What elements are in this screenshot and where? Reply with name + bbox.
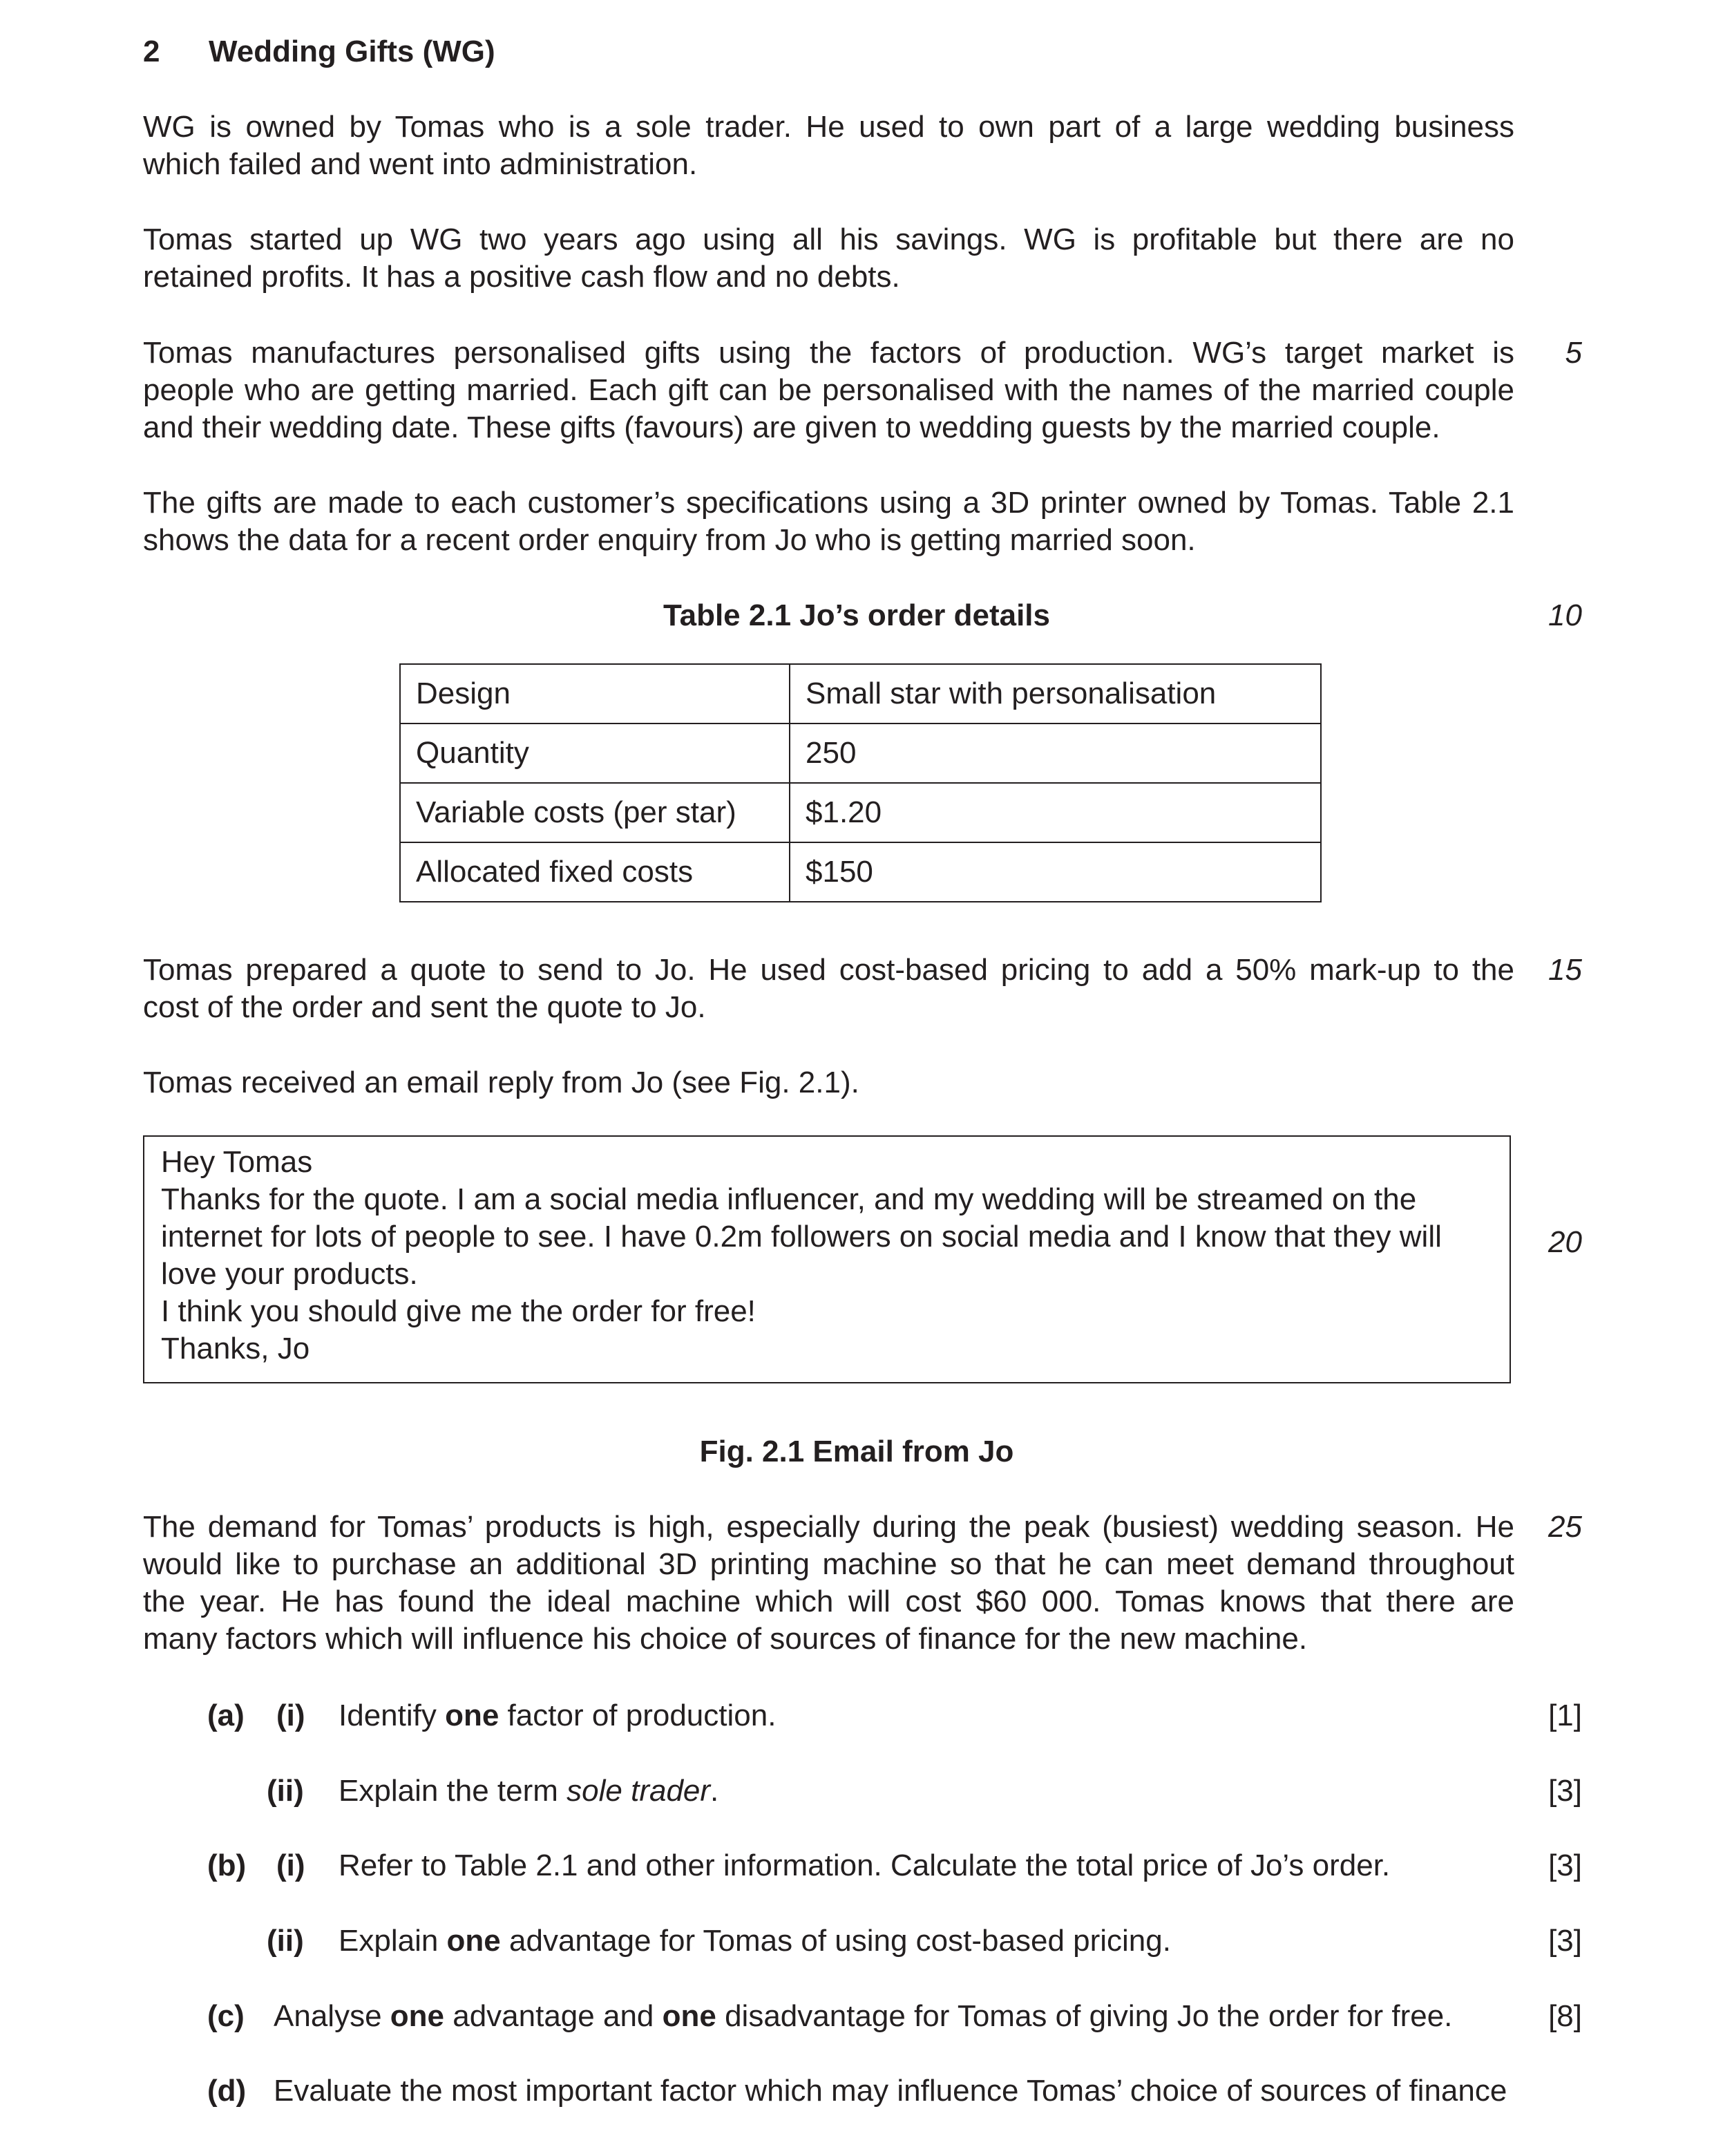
question-emphasis: one (445, 1699, 499, 1732)
question-text: Explain (339, 1924, 447, 1958)
email-box (143, 1135, 1511, 1383)
table-row (400, 842, 1321, 902)
paragraph-5 (143, 952, 1514, 1026)
question-label-d: (d) (207, 2074, 247, 2108)
text-line: cost of the order and sent the quote to Jo. (143, 990, 706, 1024)
text-line: Tomas prepared a quote to send to Jo. He used cost-based pricing to add a 50% mark-up to the (143, 953, 1514, 987)
email-line: Thanks, Jo (161, 1332, 310, 1365)
question-text: Explain the term (339, 1774, 567, 1808)
text-line: retained profits. It has a positive cash flow and no debts. (143, 260, 900, 294)
text-line: many factors which will influence his choice of sources of finance for the new machine. (143, 1622, 1308, 1656)
figure-caption: Fig. 2.1 Email from Jo (699, 1435, 1014, 1468)
table-cell: $1.20 (790, 783, 1321, 842)
question-b-ii-text (339, 1922, 1171, 1960)
question-text: advantage for Tomas of using cost-based pricing. (500, 1924, 1171, 1958)
question-d-text: Evaluate the most important factor which may influence Tomas’ choice of sources of finance (274, 2074, 1507, 2108)
question-text: Analyse (274, 1999, 390, 2033)
line-number: 15 (1548, 953, 1582, 987)
table-cell: Quantity (400, 724, 790, 783)
question-label-a-i: (i) (276, 1699, 305, 1732)
question-term: sole trader (566, 1774, 711, 1808)
question-text: . (710, 1774, 719, 1808)
table-cell: Small star with personalisation (790, 664, 1321, 724)
question-text: advantage and (444, 1999, 663, 2033)
line-number: 25 (1548, 1510, 1582, 1544)
paragraph-3 (143, 334, 1514, 446)
question-c-text (274, 1998, 1452, 2035)
table-cell: Design (400, 664, 790, 724)
marks-a-i: [1] (1548, 1699, 1582, 1732)
paragraph-1 (143, 108, 1514, 183)
email-line: love your products. (161, 1257, 418, 1291)
text-line: and their wedding date. These gifts (favours) are given to wedding guests by the married couple. (143, 410, 1440, 444)
question-b-i-text: Refer to Table 2.1 and other information. Calculate the total price of Jo’s order. (339, 1848, 1391, 1882)
question-a-ii-text (339, 1772, 718, 1810)
paragraph-2 (143, 221, 1514, 296)
text-line: Tomas received an email reply from Jo (see Fig. 2.1). (143, 1066, 859, 1099)
order-details-table (399, 663, 1322, 902)
line-number: 5 (1565, 336, 1582, 370)
marks-b-ii: [3] (1548, 1924, 1582, 1958)
paragraph-7 (143, 1509, 1514, 1658)
text-line: The demand for Tomas’ products is high, especially during the peak (busiest) wedding season. He (143, 1510, 1514, 1544)
marks-c: [8] (1548, 1999, 1582, 2033)
email-line: internet for lots of people to see. I have 0.2m followers on social media and I know that they will (161, 1220, 1442, 1254)
text-line: Tomas started up WG two years ago using all his savings. WG is profitable but there are no (143, 223, 1514, 256)
table-row (400, 664, 1321, 724)
table-caption: Table 2.1 Jo’s order details (663, 598, 1050, 632)
line-number: 20 (1548, 1225, 1582, 1259)
table-row (400, 783, 1321, 842)
text-line: shows the data for a recent order enquiry from Jo who is getting married soon. (143, 523, 1196, 557)
text-line: Tomas manufactures personalised gifts using the factors of production. WG’s target market is (143, 336, 1514, 370)
question-text: Identify (339, 1699, 446, 1732)
marks-b-i: [3] (1548, 1848, 1582, 1882)
paragraph-4 (143, 484, 1514, 559)
marks-a-ii: [3] (1548, 1774, 1582, 1808)
text-line: the year. He has found the ideal machine which will cost $60 000. Tomas knows that there are (143, 1585, 1514, 1618)
question-label-c: (c) (207, 1999, 245, 2033)
email-line: I think you should give me the order for free! (161, 1294, 756, 1328)
table-cell: $150 (790, 842, 1321, 902)
question-label-b: (b) (207, 1848, 247, 1882)
paragraph-6 (143, 1064, 1514, 1101)
table-cell: Variable costs (per star) (400, 783, 790, 842)
line-number: 10 (1548, 598, 1582, 632)
question-label-a-ii: (ii) (267, 1774, 304, 1808)
text-line: people who are getting married. Each gift can be personalised with the names of the married couple (143, 373, 1514, 407)
text-line: would like to purchase an additional 3D printing machine so that he can meet demand throughout (143, 1547, 1514, 1581)
text-line: which failed and went into administration. (143, 147, 698, 181)
question-label-a: (a) (207, 1699, 245, 1732)
table-cell: Allocated fixed costs (400, 842, 790, 902)
table-row (400, 724, 1321, 783)
question-number: 2 (143, 35, 160, 68)
email-line: Hey Tomas (161, 1145, 313, 1179)
question-label-b-i: (i) (276, 1848, 305, 1882)
question-emphasis: one (390, 1999, 444, 2033)
question-text: disadvantage for Tomas of giving Jo the order for free. (716, 1999, 1453, 2033)
text-line: The gifts are made to each customer’s specifications using a 3D printer owned by Tomas. Table 2.1 (143, 486, 1514, 520)
question-emphasis: one (662, 1999, 716, 2033)
question-title: Wedding Gifts (WG) (209, 35, 495, 68)
table-cell: 250 (790, 724, 1321, 783)
question-a-i-text (339, 1697, 776, 1734)
question-emphasis: one (446, 1924, 501, 1958)
email-line: Thanks for the quote. I am a social media influencer, and my wedding will be streamed on the (161, 1182, 1417, 1216)
question-label-b-ii: (ii) (267, 1924, 304, 1958)
question-text: factor of production. (499, 1699, 777, 1732)
text-line: WG is owned by Tomas who is a sole trader. He used to own part of a large wedding business (143, 110, 1514, 144)
